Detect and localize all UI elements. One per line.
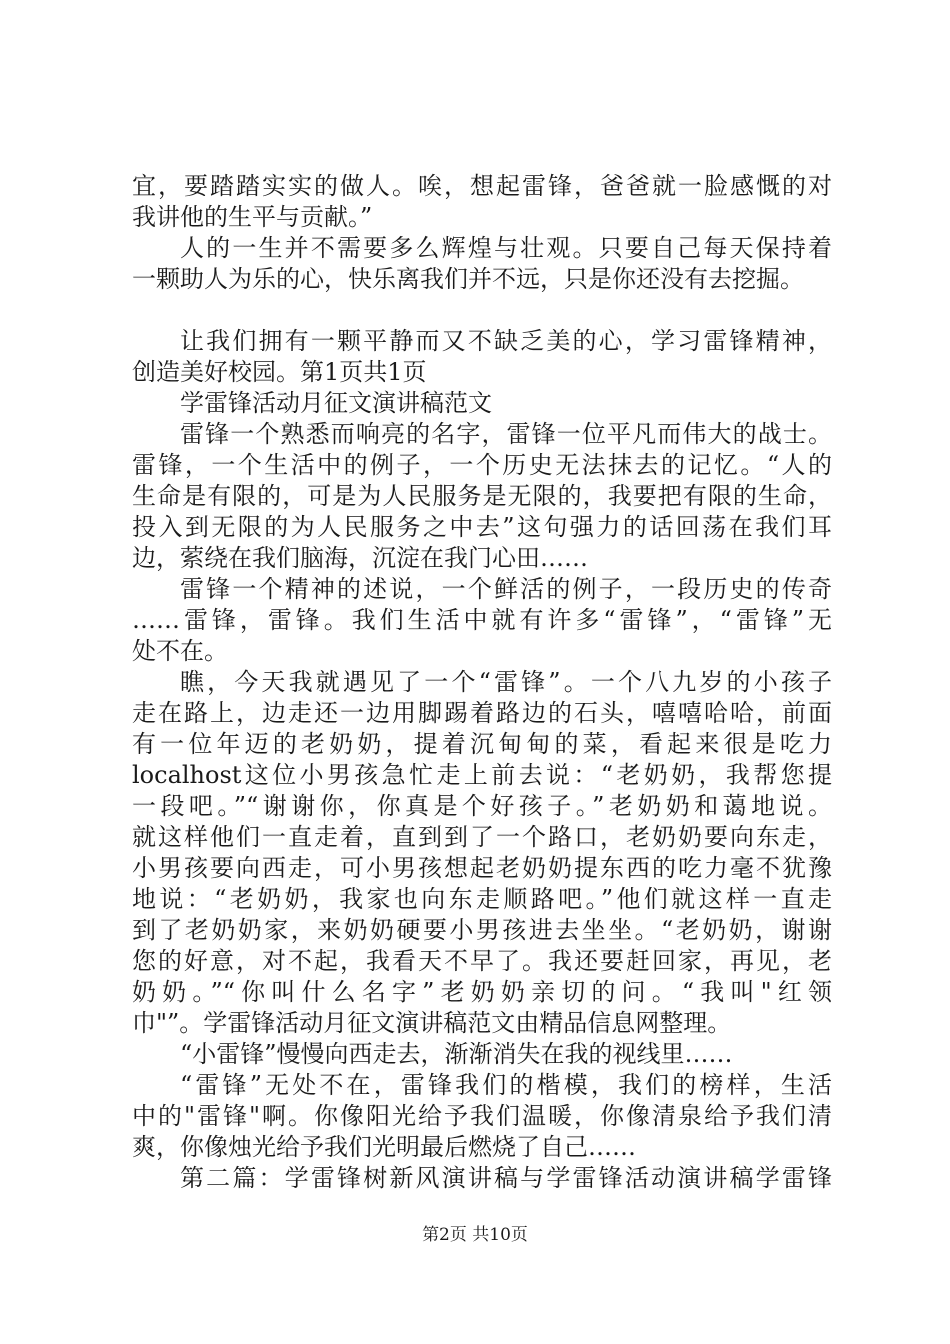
blank-line <box>132 295 832 326</box>
text-line: 创造美好校园。第1页共1页 <box>132 358 427 386</box>
text-line: 到了老奶奶家，来奶奶硬要小男孩进去坐坐。“老奶奶，谢谢 <box>132 916 832 944</box>
text-line: “小雷锋”慢慢向西走去，渐渐消失在我的视线里…… <box>180 1040 733 1068</box>
text-line: ……雷锋，雷锋。我们生活中就有许多“雷锋”，“雷锋”无 <box>132 606 832 634</box>
text-line: 宜，要踏踏实实的做人。唉，想起雷锋，爸爸就一脸感慨的对 <box>132 172 832 200</box>
page-footer: 第2页 共10页 <box>422 1225 528 1245</box>
text-line: 地说：“老奶奶，我家也向东走顺路吧。”他们就这样一直走 <box>132 885 832 913</box>
text-line: 您的好意，对不起，我看天不早了。我还要赶回家，再见，老 <box>132 947 832 975</box>
text-line: 投入到无限的为人民服务之中去”这句强力的话回荡在我们耳 <box>132 513 832 541</box>
text-line: 处不在。 <box>132 637 228 665</box>
document-body <box>132 171 832 1194</box>
text-line: 有一位年迈的老奶奶，提着沉甸甸的菜，看起来很是吃力 <box>132 730 832 758</box>
text-line: 小男孩要向西走，可小男孩想起老奶奶提东西的吃力毫不犹豫 <box>132 854 832 882</box>
text-line: 生命是有限的，可是为人民服务是无限的，我要把有限的生命， <box>132 482 832 510</box>
text-line: 让我们拥有一颗平静而又不缺乏美的心，学习雷锋精神， <box>180 327 832 355</box>
text-line: 我讲他的生平与贡献。” <box>132 203 373 231</box>
text-line: 一颗助人为乐的心，快乐离我们并不远，只是你还没有去挖掘。 <box>132 265 804 293</box>
text-line: 瞧，今天我就遇见了一个“雷锋”。一个八九岁的小孩子 <box>180 668 832 696</box>
text-line: 爽，你像烛光给予我们光明最后燃烧了自己…… <box>132 1133 636 1161</box>
text-line: 雷锋一个精神的述说，一个鲜活的例子，一段历史的传奇 <box>180 575 832 603</box>
text-line: 边，萦绕在我们脑海，沉淀在我门心田…… <box>132 544 588 572</box>
text-line: “雷锋”无处不在，雷锋我们的楷模，我们的榜样，生活 <box>180 1071 832 1099</box>
text-line: 第二篇：学雷锋树新风演讲稿与学雷锋活动演讲稿学雷锋 <box>180 1164 832 1192</box>
section-title: 学雷锋活动月征文演讲稿范文 <box>180 389 492 417</box>
text-line: 雷锋一个熟悉而响亮的名字，雷锋一位平凡而伟大的战士。 <box>180 420 832 448</box>
text-line: 走在路上，边走还一边用脚踢着路边的石头，嘻嘻哈哈，前面 <box>132 699 832 727</box>
text-line: 就这样他们一直走着，直到到了一个路口，老奶奶要向东走， <box>132 823 832 851</box>
text-line: 雷锋，一个生活中的例子，一个历史无法抹去的记忆。“人的 <box>132 451 832 479</box>
text-line: localhost这位小男孩急忙走上前去说：“老奶奶，我帮您提 <box>132 761 832 789</box>
text-line: 奶奶。”“你叫什么名字”老奶奶亲切的问。“我叫"红领 <box>132 978 832 1006</box>
text-line: 人的一生并不需要多么辉煌与壮观。只要自己每天保持着 <box>180 234 832 262</box>
text-line: 中的"雷锋"啊。你像阳光给予我们温暖，你像清泉给予我们清 <box>132 1102 832 1130</box>
text-line: 巾"”。学雷锋活动月征文演讲稿范文由精品信息网整理。 <box>132 1009 732 1037</box>
text-line: 一段吧。”“谢谢你，你真是个好孩子。”老奶奶和蔼地说。 <box>132 792 832 820</box>
